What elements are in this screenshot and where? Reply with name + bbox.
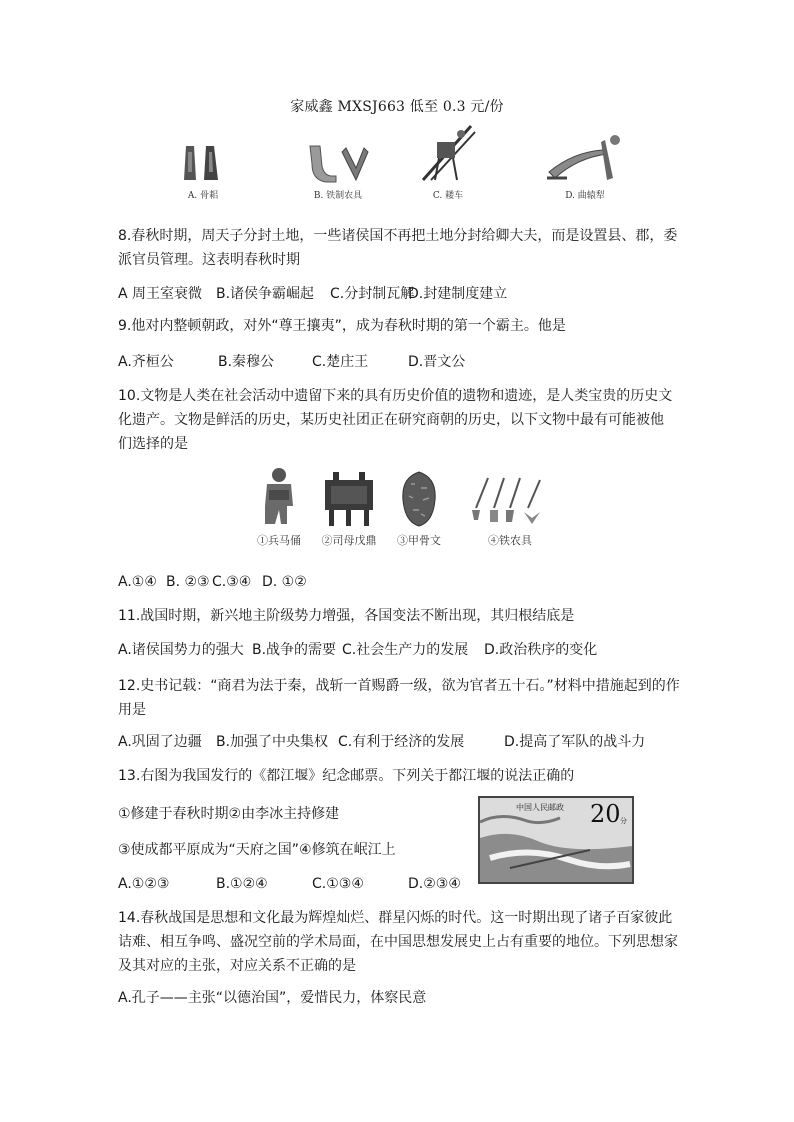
option-a[interactable]: A.巩固了边疆	[118, 734, 202, 750]
option-c[interactable]: C.①③④	[312, 876, 364, 892]
curved-plough-icon	[543, 132, 627, 184]
option-a[interactable]: A 周王室衰微	[118, 286, 203, 302]
option-c[interactable]: C.③④	[212, 574, 252, 590]
oracle-bone-icon	[399, 470, 439, 528]
question-9-options	[118, 352, 518, 372]
figure-bone-spade	[168, 142, 238, 201]
option-b[interactable]: B.诸侯争霸崛起	[216, 286, 315, 302]
figure-caption: ①兵马俑	[257, 534, 301, 547]
option-d[interactable]: D.②③④	[408, 876, 461, 892]
question-11-options	[118, 640, 638, 660]
question-11-stem: 11.战国时期，新兴地主阶级势力增强，各国变法不断出现，其归根结底是	[118, 608, 575, 624]
question-10-stem: 10.文物是人类在社会活动中遗留下来的具有历史价值的遗物和遗迹，是人类宝贵的历史文化遗产。文物是鲜活的历史，某历史社团正在研究商朝的历史，以下文物中最有可能被他们选择的是	[118, 388, 673, 452]
option-b[interactable]: B.加强了中央集权	[216, 734, 329, 750]
option-c[interactable]: C.楚庄王	[312, 354, 369, 370]
figure-caption: D. 曲辕犁	[565, 191, 605, 201]
option-d[interactable]: D.封建制度建立	[408, 286, 508, 302]
bone-spade-icon	[178, 142, 228, 184]
page-header: 家威鑫 MXSJ663 低至 0.3 元/份	[290, 99, 504, 115]
question-9-stem: 9.他对内整顿朝政，对外“尊王攘夷”，成为春秋时期的第一个霸主。他是	[118, 318, 566, 334]
question-8-options	[118, 284, 558, 304]
question-12-options	[118, 732, 658, 752]
option-c[interactable]: C.有利于经济的发展	[338, 734, 465, 750]
option-c[interactable]: C.社会生产力的发展	[342, 642, 469, 658]
option-d[interactable]: D. ①②	[262, 574, 307, 590]
stamp-unit: 分	[620, 817, 627, 825]
stamp-country: 中国人民邮政	[516, 803, 564, 812]
option-b[interactable]: B.秦穆公	[218, 354, 275, 370]
figure-iron-tool	[298, 142, 378, 201]
option-d[interactable]: D.提高了军队的战斗力	[504, 734, 646, 750]
figure-caption: ③甲骨文	[397, 534, 441, 547]
bronze-ding-icon	[319, 470, 379, 528]
figure-caption: ④铁农具	[488, 534, 532, 547]
question-14-option-a[interactable]: A.孔子——主张“以德治国”，爱惜民力，体察民意	[118, 990, 427, 1006]
question-14-stem: 14.春秋战国是思想和文化最为辉煌灿烂、群星闪烁的时代。这一时期出现了诸子百家彼此诘难、相互争鸣、盛况空前的学术局面，在中国思想发展史上占有重要的地位。下列思想家及其对应的主张，对应关系不正确的是	[118, 910, 678, 974]
question-10-options	[118, 572, 418, 592]
option-c[interactable]: C.分封制瓦解	[330, 286, 415, 302]
question-13-statement-2: ③使成都平原成为“天府之国”④修筑在岷江上	[118, 842, 396, 858]
figure-bronze-ding	[312, 470, 386, 548]
figure-terracotta-warrior	[244, 466, 314, 548]
stamp-value: 20	[590, 800, 621, 828]
figure-curved-plough	[540, 132, 630, 201]
question-8-stem: 8.春秋时期，周天子分封土地，一些诸侯国不再把土地分封给卿大夫，而是设置县、郡，委派官员管理。这表明春秋时期	[118, 228, 678, 268]
figure-seed-drill	[412, 120, 484, 201]
figure-oracle-bone	[386, 470, 452, 548]
dujiangyan-stamp	[478, 796, 634, 884]
figure-caption: ②司母戊鼎	[321, 534, 377, 547]
terracotta-warrior-icon	[257, 466, 301, 528]
figure-iron-farm-tools	[466, 474, 554, 548]
option-d[interactable]: D.晋文公	[408, 354, 466, 370]
question-12-stem: 12.史书记载：“商君为法于秦，战斩一首赐爵一级，欲为官者五十石。”材料中措施起到的作用是	[118, 678, 680, 718]
figure-caption: A. 骨耜	[187, 191, 219, 201]
option-b[interactable]: B.①②④	[216, 876, 268, 892]
seed-drill-icon	[417, 120, 479, 184]
question-13-stem: 13.右图为我国发行的《都江堰》纪念邮票。下列关于都江堰的说法正确的	[118, 768, 575, 784]
option-d[interactable]: D.政治秩序的变化	[484, 642, 598, 658]
option-b[interactable]: B.战争的需要	[252, 642, 337, 658]
iron-tool-icon	[306, 142, 370, 184]
question-13-options	[118, 874, 478, 894]
question-13-statement-1: ①修建于春秋时期②由李冰主持修建	[118, 806, 340, 822]
option-a[interactable]: A.齐桓公	[118, 354, 174, 370]
figure-caption: C. 耧车	[432, 191, 464, 201]
option-a[interactable]: A.诸侯国势力的强大	[118, 642, 244, 658]
option-b[interactable]: B. ②③	[166, 574, 210, 590]
figure-caption: B. 铁制农具	[313, 191, 363, 201]
iron-farm-tools-icon	[470, 474, 550, 528]
option-a[interactable]: A.①②③	[118, 876, 170, 892]
option-a[interactable]: A.①④	[118, 574, 157, 590]
